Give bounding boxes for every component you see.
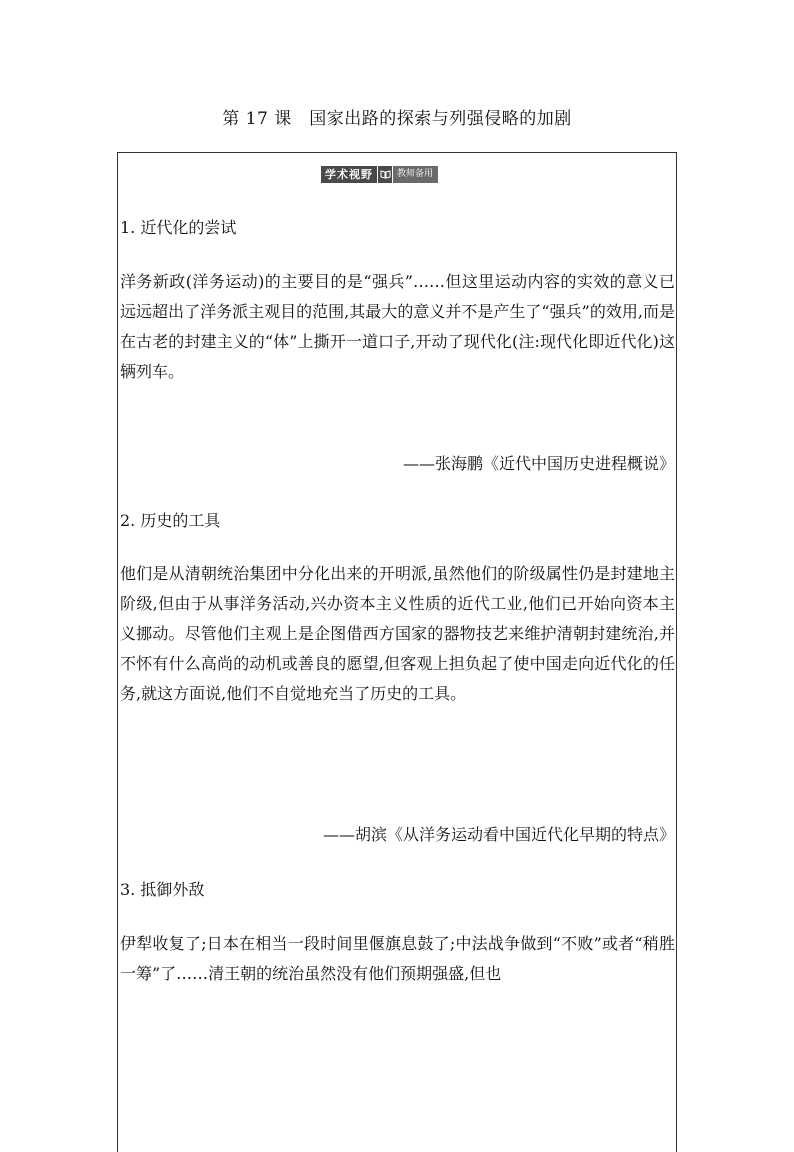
section-banner — [321, 166, 438, 183]
section-heading: 2. 历史的工具 — [120, 511, 221, 530]
section-heading: 3. 抵御外敌 — [120, 880, 205, 899]
banner-label: 学术视野 — [321, 166, 377, 183]
section-paragraph: 伊犁收复了;日本在相当一段时间里偃旗息鼓了;中法战争做到“不败”或者“稍胜一筹”了……清王朝的统治虽然没有他们预期强盛,但也 — [120, 934, 675, 983]
section-heading: 1. 近代化的尝试 — [120, 218, 237, 237]
citation-source: ——胡滨《从洋务运动看中国近代化早期的特点》 — [322, 825, 675, 844]
section-paragraph: 他们是从清朝统治集团中分化出来的开明派,虽然他们的阶级属性仍是封建地主阶级,但由于从事洋务活动,兴办资本主义性质的近代工业,他们已开始向资本主义挪动。尽管他们主观上是企图借西方国家的器物技艺来维护清朝封建统治,并不怀有什么高尚的动机或善良的愿望,但客观上担负起了使中国走向近代化的任务,就这方面说,他们不自觉地充当了历史的工具。 — [120, 564, 675, 703]
banner-sublabel: 教师备用 — [393, 166, 438, 183]
citation-source: ——张海鹏《近代中国历史进程概说》 — [402, 454, 675, 473]
book-icon — [377, 166, 392, 183]
content-box — [117, 152, 677, 1152]
page-title: 第 17 课 国家出路的探索与列强侵略的加剧 — [222, 109, 572, 129]
section-paragraph: 洋务新政(洋务运动)的主要目的是“强兵”……但这里运动内容的实效的意义已远远超出了洋务派主观目的范围,其最大的意义并不是产生了“强兵”的效用,而是在古老的封建主义的“体”上撕开一道口子,开动了现代化(注:现代化即近代化)这辆列车。 — [120, 272, 675, 381]
